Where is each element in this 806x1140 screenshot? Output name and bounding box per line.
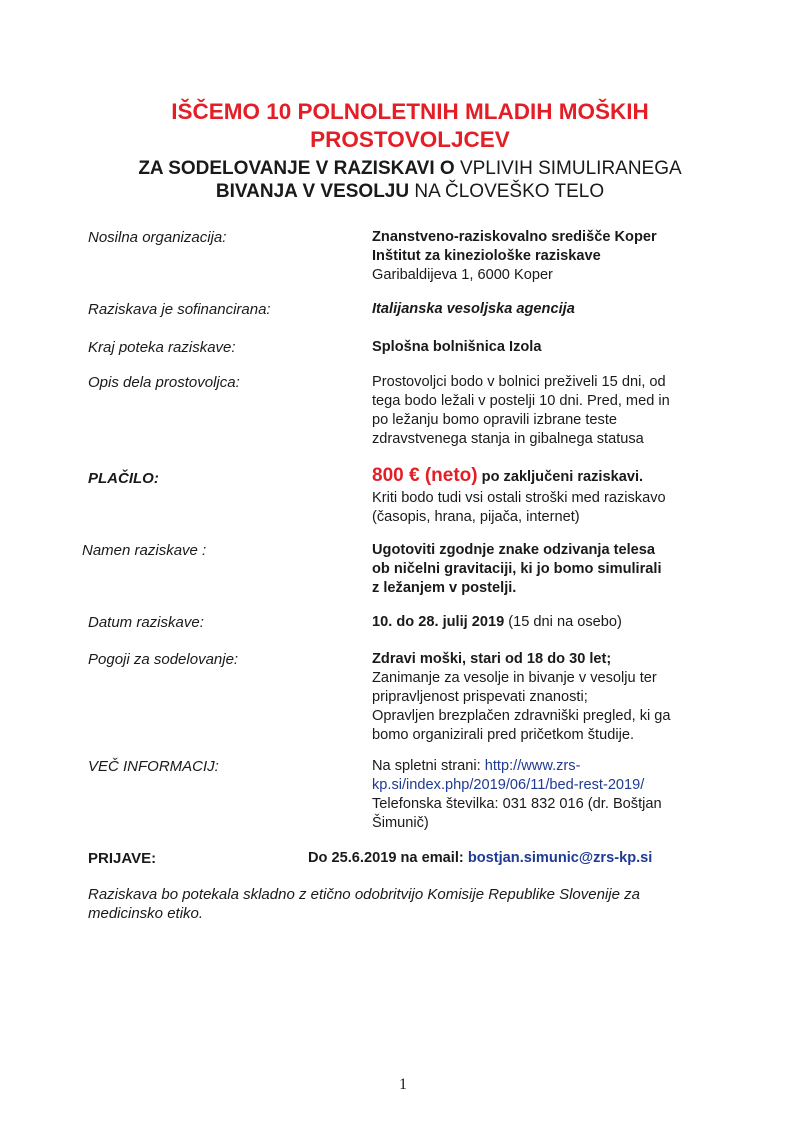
more-info-link-part-1[interactable]: http://www.zrs-: [484, 758, 581, 774]
description-line-4: zdravstvenega stanja in gibalnega statusa: [372, 431, 644, 447]
payment-amount-suffix: po zaključeni raziskavi.: [477, 469, 644, 485]
page-number: 1: [399, 1076, 407, 1093]
more-info-line-1: [372, 757, 752, 776]
applications-deadline: Do 25.6.2019 na email:: [308, 850, 468, 866]
applications-email[interactable]: bostjan.simunic@zrs-kp.si: [467, 850, 653, 866]
conditions-line-1: Zdravi moški, stari od 18 do 30 let;: [372, 651, 612, 667]
subtitle-line-2-bold: BIVANJA V VESOLJU: [215, 181, 415, 202]
date-value: [372, 613, 752, 632]
footnote: [88, 885, 748, 923]
more-info-phone-contact: Šimunič): [372, 815, 429, 831]
title-line-1: IŠČEMO 10 POLNOLETNIH MLADIH MOŠKIH: [171, 99, 649, 124]
footnote-line-2: medicinsko etiko.: [88, 905, 204, 922]
organization-value: [372, 228, 752, 285]
location-value: [372, 338, 752, 357]
organization-line-2: Inštitut za kineziološke raziskave: [372, 248, 601, 264]
date-line: [372, 613, 752, 632]
payment-line-3: (časopis, hrana, pijača, internet): [372, 509, 580, 525]
purpose-line-1: Ugotoviti zgodnje znake odzivanja telesa: [372, 542, 656, 558]
conditions-line-5: bomo organizirali pred pričetkom študije.: [372, 727, 634, 743]
more-info-link-part-2[interactable]: kp.si/index.php/2019/06/11/bed-rest-2019/: [372, 777, 645, 793]
cofinanced-value: [372, 300, 752, 319]
date-note: (15 dni na osebo): [504, 614, 622, 630]
purpose-line-3: z ležanjem v postelji.: [372, 580, 517, 596]
conditions-label: Pogoji za sodelovanje:: [88, 651, 239, 668]
payment-line-2: Kriti bodo tudi vsi ostali stroški med raziskavo: [372, 490, 666, 506]
subtitle-line-2-normal: NA ČLOVEŠKO TELO: [414, 181, 605, 202]
payment-line-1: [372, 464, 752, 489]
applications-value: [308, 849, 652, 868]
purpose-line-2: ob ničelni gravitaciji, ki jo bomo simulirali: [372, 561, 662, 577]
applications-label: PRIJAVE:: [88, 850, 157, 867]
organization-line-1: Znanstveno-raziskovalno središče Koper: [372, 229, 657, 245]
footnote-line-1: Raziskava bo potekala skladno z etično odobritvijo Komisije Republike Slovenije za: [88, 886, 640, 903]
subtitle-line-2: [60, 180, 760, 204]
more-info-label: VEČ INFORMACIJ:: [88, 758, 219, 775]
purpose-label: Namen raziskave :: [82, 542, 207, 559]
purpose-value: [372, 541, 752, 598]
subtitle-line-1: [60, 157, 760, 181]
organization-label: Nosilna organizacija:: [88, 229, 227, 246]
payment-value: [372, 464, 752, 527]
cofinanced-agency: Italijanska vesoljska agencija: [372, 301, 575, 317]
more-info-phone: Telefonska številka: 031 832 016 (dr. Boštjan: [372, 796, 662, 812]
subtitle-line-1-normal: VPLIVIH SIMULIRANEGA: [459, 158, 682, 179]
subtitle-line-1-bold: ZA SODELOVANJE V RAZISKAVI O: [138, 158, 460, 179]
more-info-prefix: Na spletni strani:: [372, 758, 485, 774]
payment-label: PLAČILO:: [88, 470, 159, 487]
payment-amount: 800 € (neto): [372, 465, 478, 486]
description-line-1: Prostovoljci bodo v bolnici preživeli 15 dni, od: [372, 374, 666, 390]
conditions-value: [372, 650, 752, 745]
cofinanced-label: Raziskava je sofinancirana:: [88, 301, 271, 318]
conditions-line-4: Opravljen brezplačen zdravniški pregled, ki ga: [372, 708, 671, 724]
date-range: 10. do 28. julij 2019: [372, 614, 505, 630]
more-info-value: [372, 757, 752, 833]
description-label: Opis dela prostovoljca:: [88, 374, 240, 391]
description-line-2: tega bodo ležali v postelji 10 dni. Pred, med in: [372, 393, 670, 409]
location-hospital: Splošna bolnišnica Izola: [372, 339, 542, 355]
conditions-line-2: Zanimanje za vesolje in bivanje v vesolju ter: [372, 670, 657, 686]
date-label: Datum raziskave:: [88, 614, 204, 631]
title-line-2: PROSTOVOLJCEV: [310, 127, 510, 152]
location-label: Kraj poteka raziskave:: [88, 339, 236, 356]
description-value: [372, 373, 752, 449]
conditions-line-3: pripravljenost prispevati znanosti;: [372, 689, 588, 705]
organization-line-3: Garibaldijeva 1, 6000 Koper: [372, 267, 553, 283]
description-line-3: po ležanju bomo opravili izbrane teste: [372, 412, 617, 428]
